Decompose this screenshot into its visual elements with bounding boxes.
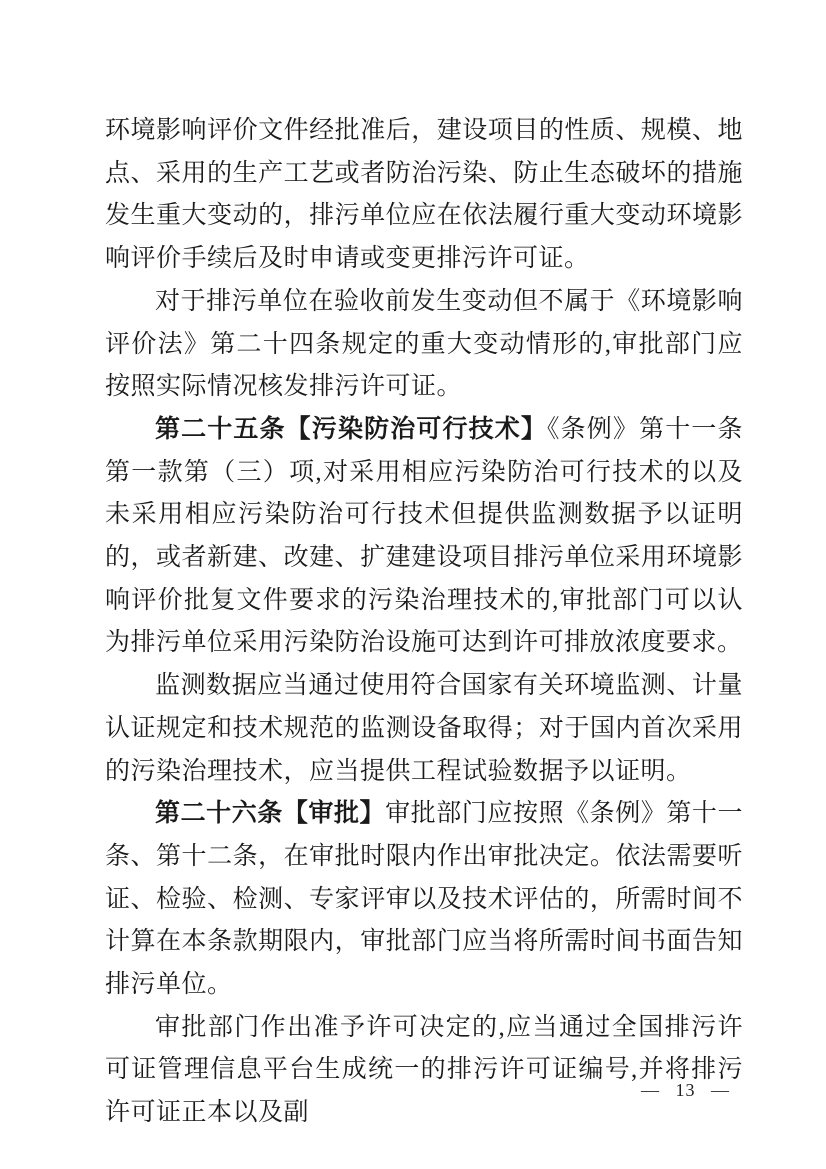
body-text: 审批部门应按照《条例》第十一条、第十二条，在审批时限内作出审批决定。依法需要听证、检验、检测、专家评审以及技术评估的，所需时间不计算在本条款期限内，审批部门应当将所需时间书面告知排污单位。	[105, 800, 743, 999]
document-body	[105, 110, 743, 1135]
article-heading: 第二十六条【审批】	[155, 800, 386, 828]
body-text: 《条例》第十一条第一款第（三）项,对采用相应污染防治可行技术的以及未采用相应污染防治可行技术但提供监测数据予以证明的，或者新建、改建、扩建建设项目排污单位采用环境影响评价批复文件要求的污染治理技术的,审批部门可以认为排污单位采用污染防治设施可达到许可排放浓度要求。	[105, 415, 743, 657]
body-text: 对于排污单位在验收前发生变动但不属于《环境影响评价法》第二十四条规定的重大变动情形的,审批部门应按照实际情况核发排污许可证。	[105, 287, 743, 401]
paragraph	[105, 793, 743, 1007]
paragraph	[105, 1007, 743, 1135]
paragraph	[105, 409, 743, 665]
body-text: 监测数据应当通过使用符合国家有关环境监测、计量认证规定和技术规范的监测设备取得；对于国内首次采用的污染治理技术，应当提供工程试验数据予以证明。	[105, 672, 743, 785]
page-number: — 13 —	[641, 1080, 730, 1100]
paragraph	[105, 110, 743, 281]
paragraph	[105, 281, 743, 409]
body-text: 审批部门作出准予许可决定的,应当通过全国排污许可证管理信息平台生成统一的排污许可证编号,并将排污许可证正本以及副	[105, 1013, 743, 1127]
body-text: 环境影响评价文件经批准后，建设项目的性质、规模、地点、采用的生产工艺或者防治污染、防止生态破坏的措施发生重大变动的，排污单位应在依法履行重大变动环境影响评价手续后及时申请或变更排污许可证。	[105, 117, 743, 273]
article-heading: 第二十五条【污染防治可行技术】	[155, 415, 548, 443]
paragraph	[105, 665, 743, 793]
